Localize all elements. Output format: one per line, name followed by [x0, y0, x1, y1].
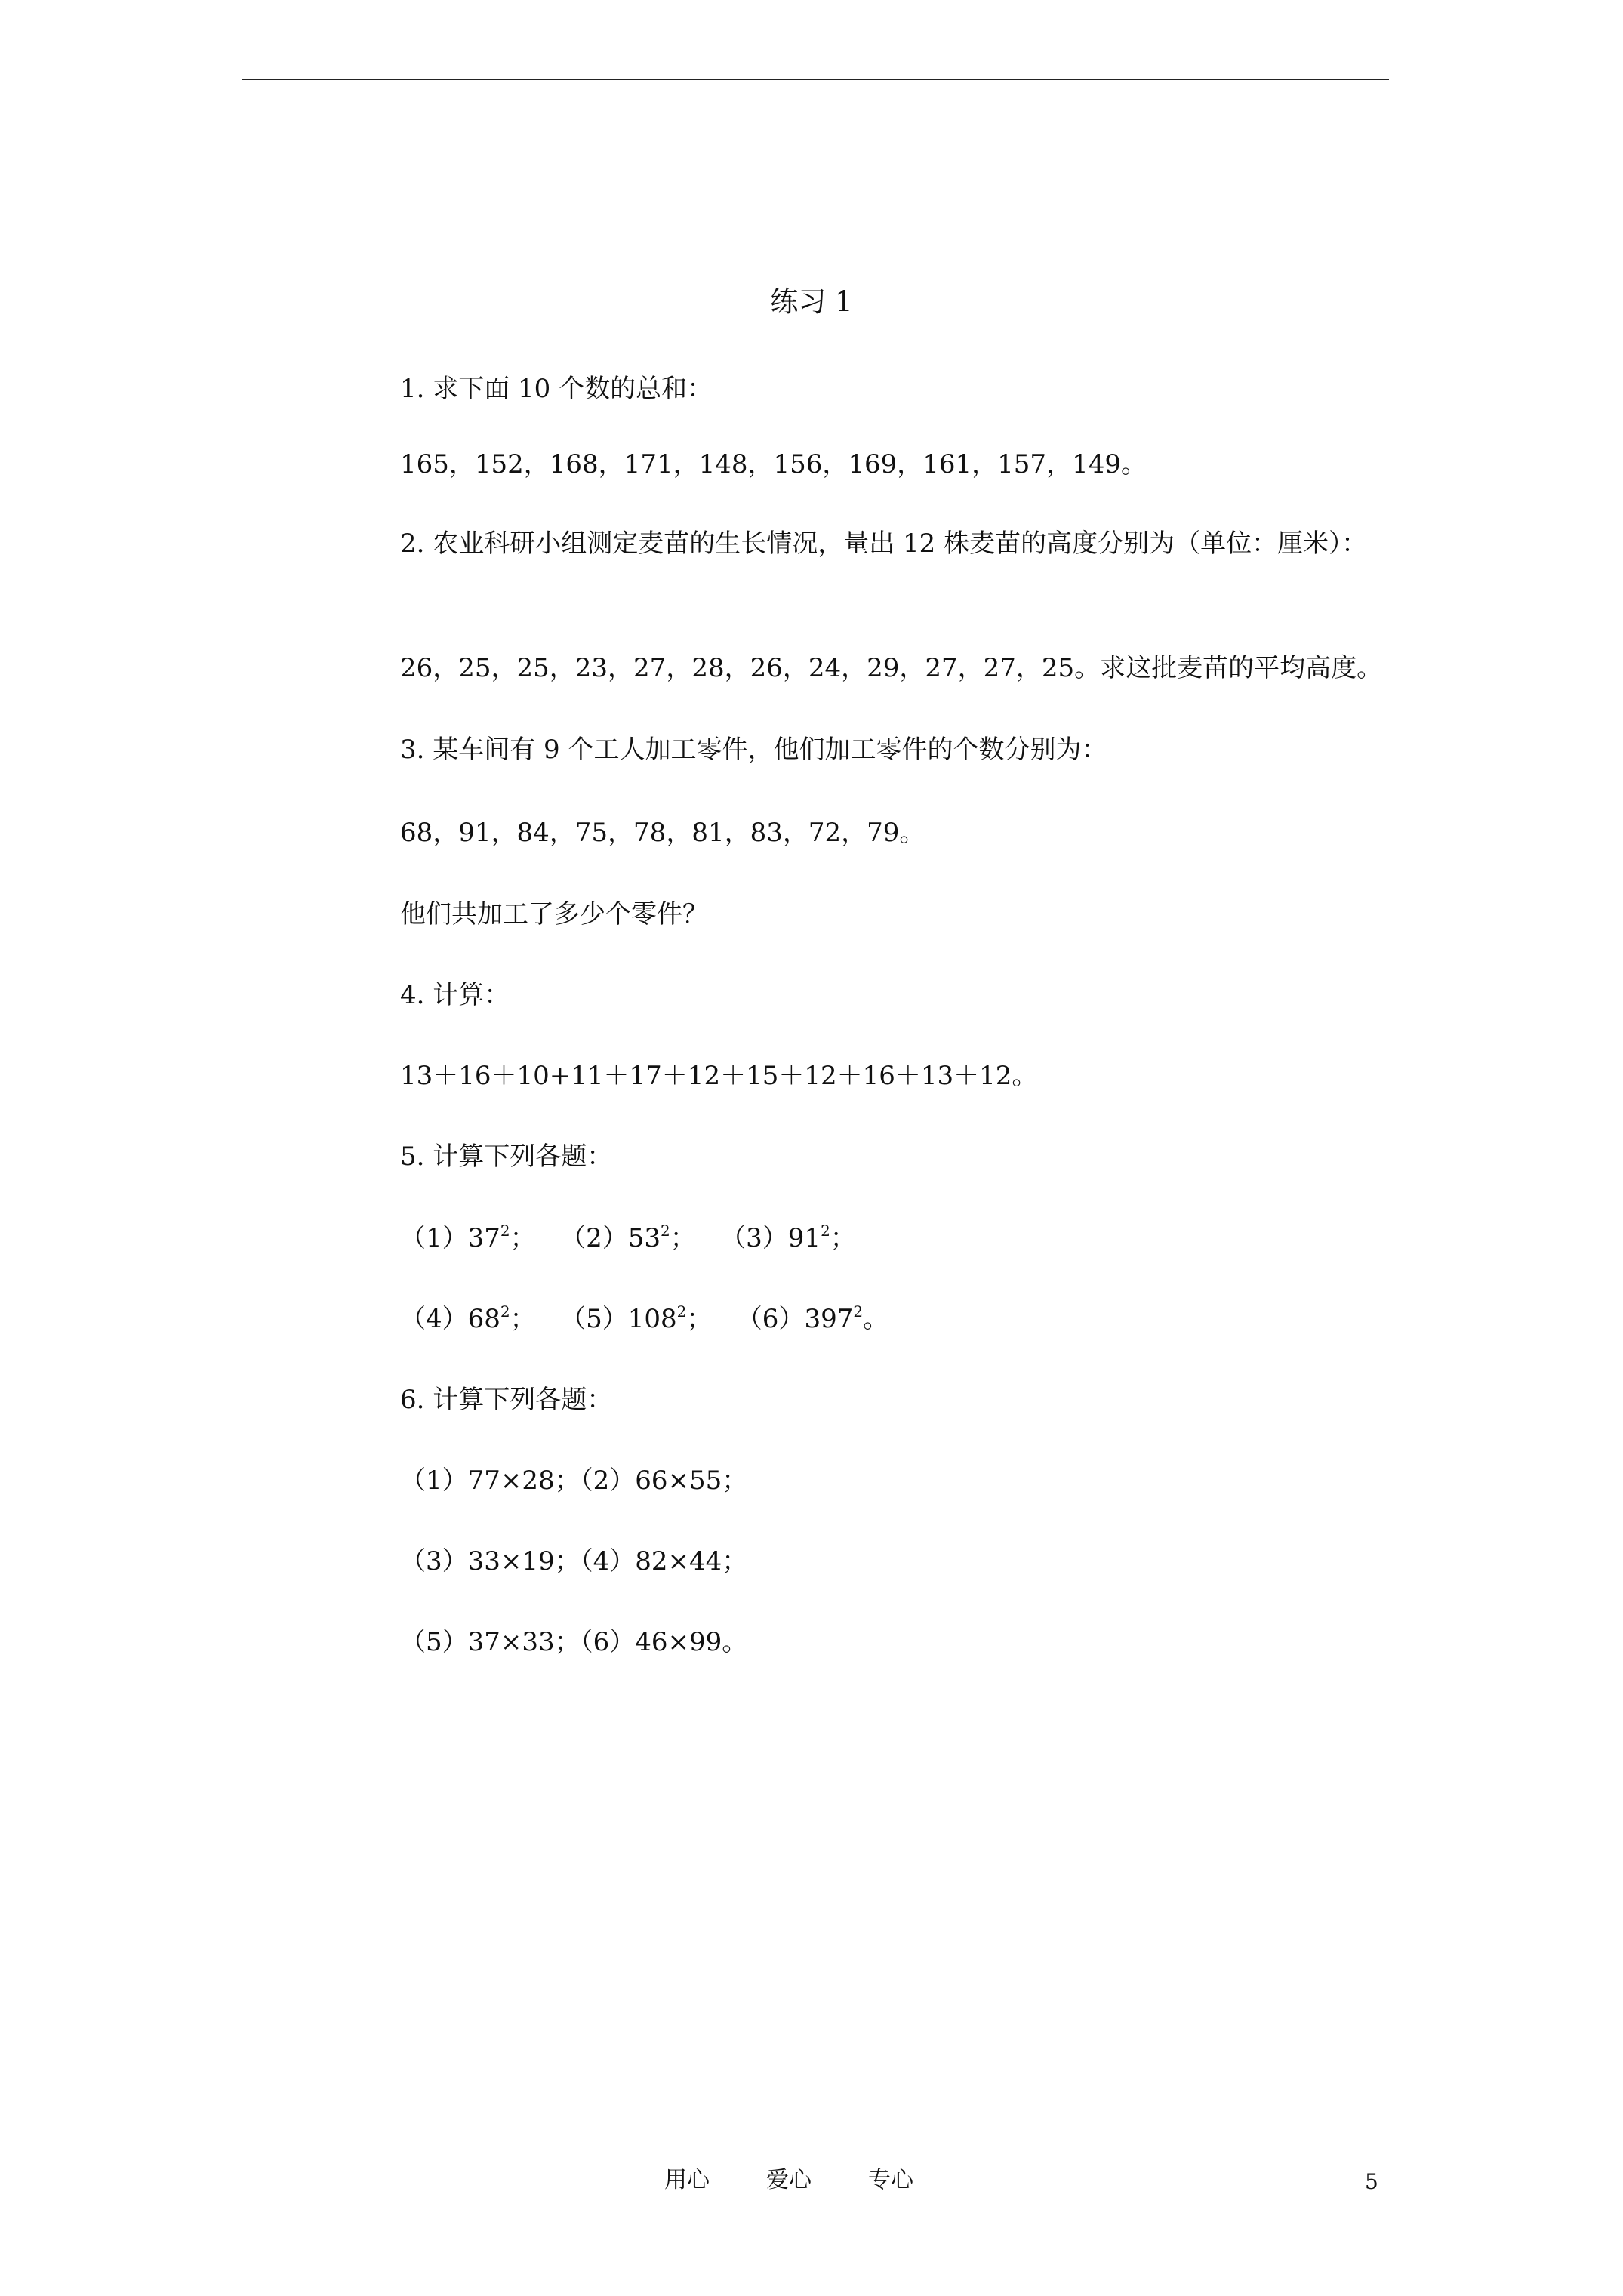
- q5-row-2: [400, 1300, 888, 1338]
- q5-item-1: $(1)37^2$；: [400, 1222, 536, 1253]
- header-rule: [242, 79, 1389, 80]
- footer-motto-1: 用心: [664, 2167, 710, 2193]
- footer-motto-3: 专心: [868, 2167, 913, 2193]
- q4-expression: 13＋16＋10+11＋17＋12＋15＋12＋16＋13＋12。: [400, 1061, 1038, 1091]
- q5-item-3: $(3)91^2$；: [720, 1222, 856, 1253]
- q5-item-6: $(6)397^2$。: [736, 1302, 889, 1334]
- exercise-title: 练习 1: [770, 285, 853, 318]
- q5-item-2: $(2)53^2$；: [560, 1222, 696, 1253]
- q4-prompt: 4. 计算：: [400, 980, 510, 1010]
- q3-data: 68，91，84，75，78，81，83，72，79。: [400, 818, 925, 848]
- q3-question: 他们共加工了多少个零件？: [400, 899, 708, 929]
- q5-item-5: $(5)108^2$；: [560, 1302, 713, 1334]
- footer-motto-2: 爱心: [766, 2167, 812, 2193]
- page-number: 5: [1365, 2169, 1378, 2194]
- q2-prompt: 2. 农业科研小组测定麦苗的生长情况，量出 12 株麦苗的高度分别为（单位：厘米）：: [400, 529, 1368, 559]
- q5-item-4: $(4)68^2$；: [400, 1302, 536, 1334]
- q6-row-3: （5）37×33；（6）46×99。: [400, 1627, 748, 1657]
- q1-prompt: 1. 求下面 10 个数的总和：: [400, 374, 713, 404]
- q2-data: 26，25，25，23，27，28，26，24，29，27，27，25。求这批麦苗的平均高度。: [400, 653, 1383, 683]
- q1-data: 165，152，168，171，148，156，169，161，157，149。: [400, 449, 1147, 479]
- q3-prompt: 3. 某车间有 9 个工人加工零件，他们加工零件的个数分别为：: [400, 735, 1107, 765]
- q6-prompt: 6. 计算下列各题：: [400, 1385, 613, 1415]
- q5-prompt: 5. 计算下列各题：: [400, 1142, 613, 1172]
- q6-row-1: （1）77×28；（2）66×55；: [400, 1465, 748, 1496]
- q5-row-1: [400, 1219, 856, 1257]
- q6-row-2: （3）33×19；（4）82×44；: [400, 1546, 748, 1576]
